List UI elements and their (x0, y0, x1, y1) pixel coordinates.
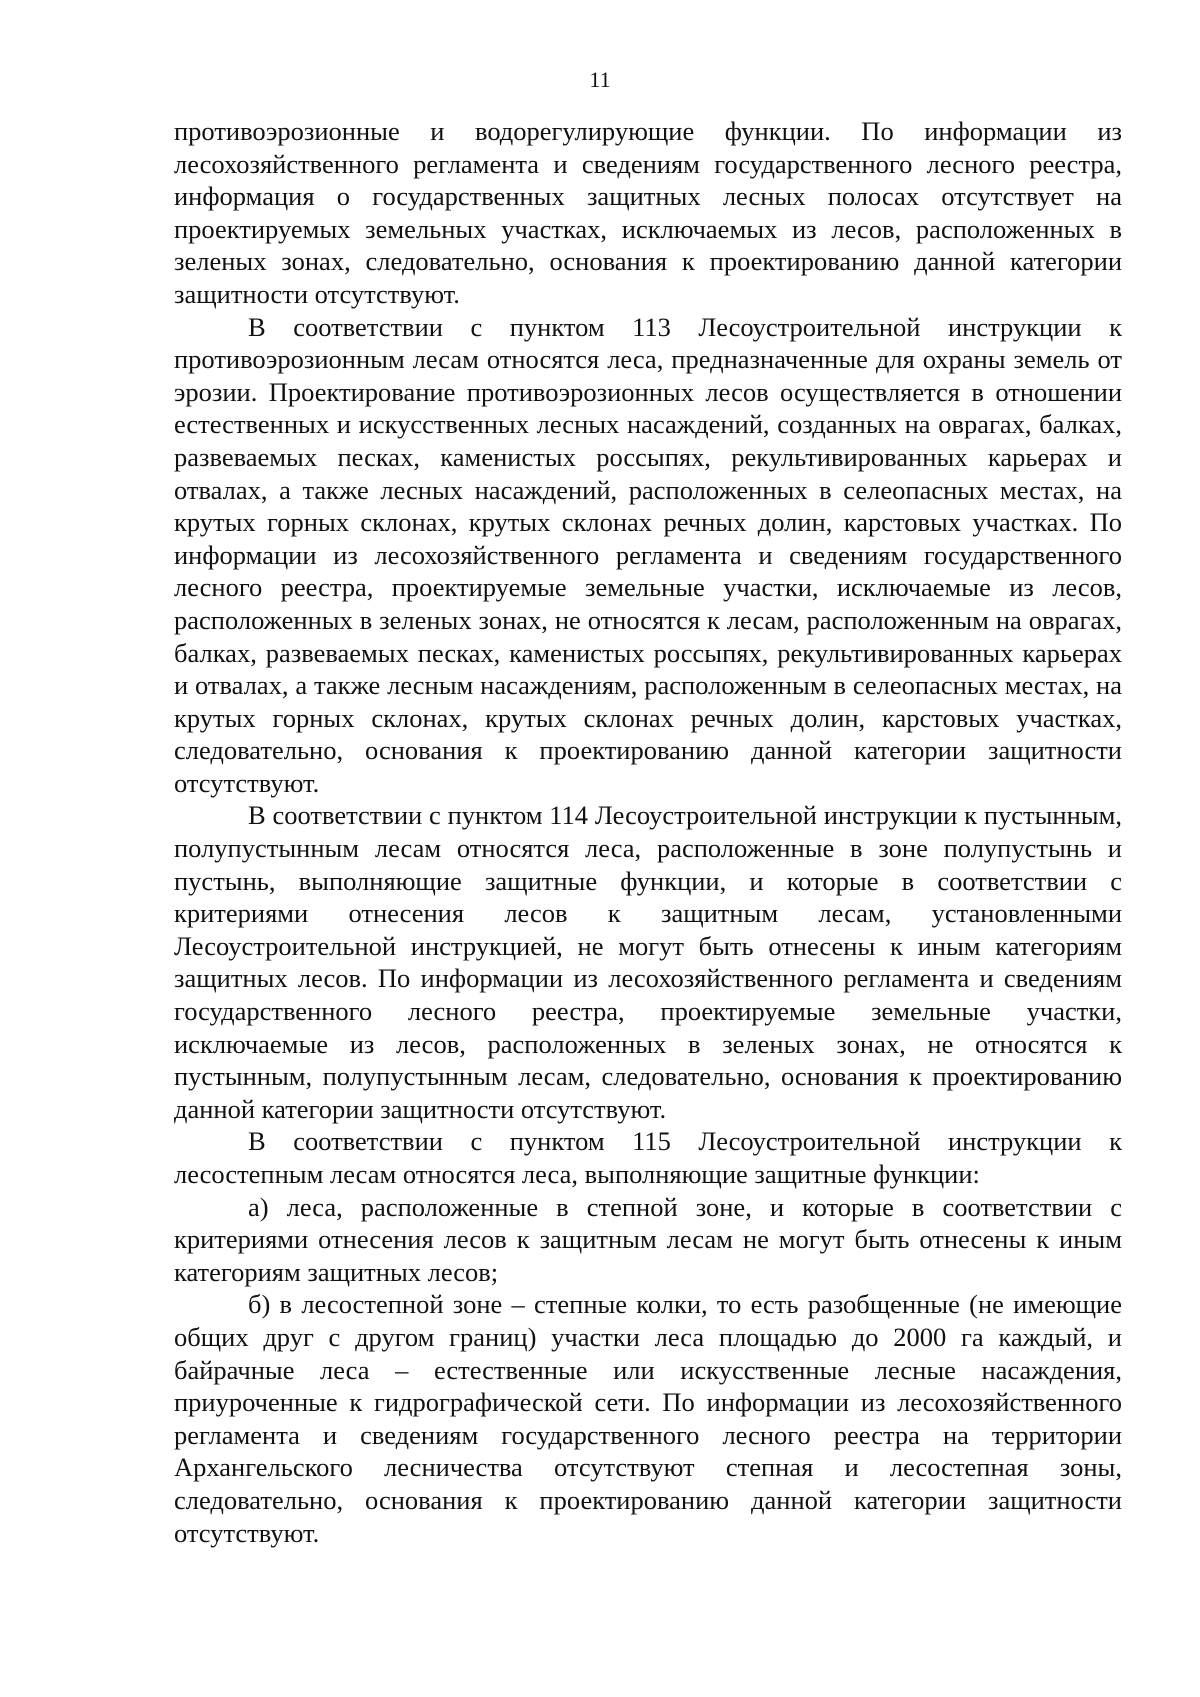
paragraph-item-113: В соответствии с пунктом 113 Лесоустроительной инструкции к противоэрозионным лесам относятся леса, предназначенные для охраны земель от эрозии. Проектирование противоэрозионных лесов осуществляется в отношении естественных и искусственных лесных насаждений, созданных на оврагах, балках, развеваемых песках, каменистых россыпях, рекультивированных карьерах и отвалах, а также лесных насаждений, расположенных в селеопасных местах, на крутых горных склонах, крутых склонах речных долин, карстовых участках. По информации из лесохозяйственного регламента и сведениям государственного лесного реестра, проектируемые земельные участки, исключаемые из лесов, расположенных в зеленых зонах, не относятся к лесам, расположенным на оврагах, балках, развеваемых песках, каменистых россыпях, рекультивированных карьерах и отвалах, а также лесным насаждениям, расположенным в селеопасных местах, на крутых горных склонах, крутых склонах речных долин, карстовых участках, следовательно, основания к проектированию данной категории защитности отсутствуют. (174, 311, 1122, 798)
document-body (174, 115, 1122, 1549)
paragraph-subitem-a: а) леса, расположенные в степной зоне, и которые в соответствии с критериями отнесения лесов к защитным лесам не могут быть отнесены к иным категориям защитных лесов; (174, 1191, 1122, 1287)
paragraph-subitem-b: б) в лесостепной зоне – степные колки, то есть разобщенные (не имеющие общих друг с другом границ) участки леса площадью до 2000 га каждый, и байрачные леса – естественные или искусственные лесные насаждения, приуроченные к гидрографической сети. По информации из лесохозяйственного регламента и сведениям государственного лесного реестра на территории Архангельского лесничества отсутствуют степная и лесостепная зоны, следовательно, основания к проектированию данной категории защитности отсутствуют. (174, 1289, 1122, 1548)
paragraph-item-115: В соответствии с пунктом 115 Лесоустроительной инструкции к лесостепным лесам относятся леса, выполняющие защитные функции: (174, 1126, 1122, 1189)
paragraph-item-114: В соответствии с пунктом 114 Лесоустроительной инструкции к пустынным, полупустынным лесам относятся леса, расположенные в зоне полупустынь и пустынь, выполняющие защитные функции, и которые в соответствии с критериями отнесения лесов к защитным лесам, установленными Лесоустроительной инструкцией, не могут быть отнесены к иным категориям защитных лесов. По информации из лесохозяйственного регламента и сведениям государственного лесного реестра, проектируемые земельные участки, исключаемые из лесов, расположенных в зеленых зонах, не относятся к пустынным, полупустынным лесам, следовательно, основания к проектированию данной категории защитности отсутствуют. (174, 800, 1122, 1124)
page-number: 11 (589, 67, 611, 92)
paragraph-continuation: противоэрозионные и водорегулирующие функции. По информации из лесохозяйственного регламента и сведениям государственного лесного реестра, информация о государственных защитных лесных полосах отсутствует на проектируемых земельных участках, исключаемых из лесов, расположенных в зеленых зонах, следовательно, основания к проектированию данной категории защитности отсутствуют. (174, 116, 1122, 309)
